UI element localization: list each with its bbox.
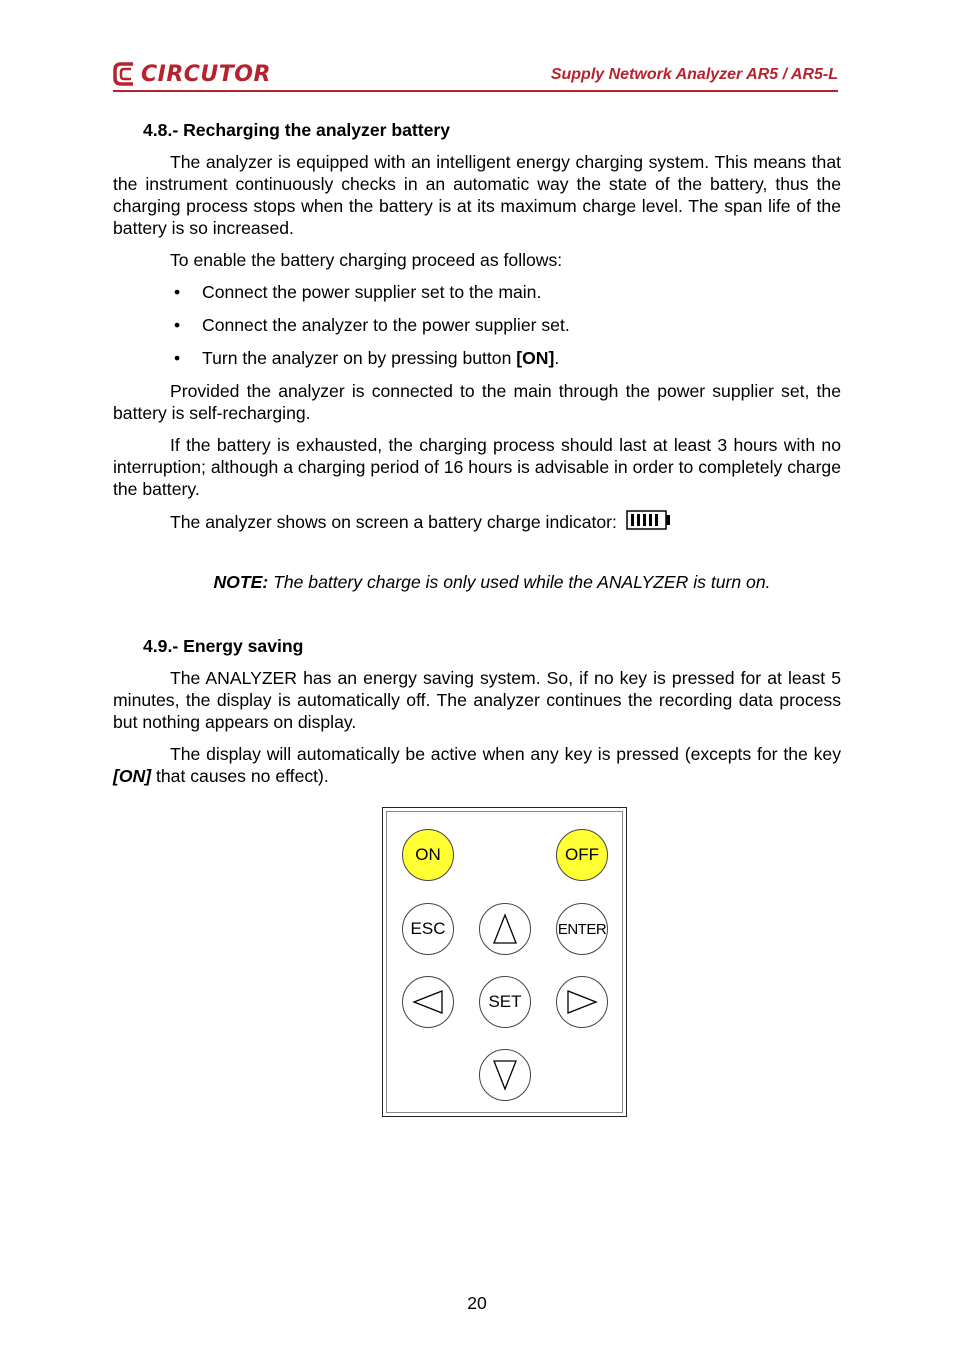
page-number: 20 — [467, 1293, 487, 1313]
left-triangle-icon — [412, 989, 444, 1015]
section-49-paragraph-2: The display will automatically be active when any key is pressed (excepts for the key [ON] that causes no effect). — [113, 744, 841, 786]
logo-text: CIRCUTOR — [141, 61, 271, 87]
section-48-paragraph-5: The analyzer shows on screen a battery charge indicator: — [113, 510, 841, 533]
section-48-paragraph-3: Provided the analyzer is connected to the main through the power supplier set, the battery is self-recharging. — [113, 381, 841, 423]
charging-steps-list — [113, 281, 841, 369]
left-arrow-key — [402, 976, 454, 1028]
list-item: • Connect the power supplier set to the main. — [174, 282, 542, 302]
bullet-icon: • — [174, 315, 181, 335]
section-49-heading: 4.9.- Energy saving — [143, 636, 304, 656]
off-key: OFF — [556, 829, 608, 881]
list-item: • Turn the analyzer on by pressing button [ON]. — [174, 348, 560, 368]
page-header — [113, 56, 838, 92]
on-key-reference: [ON] — [516, 348, 555, 368]
circutor-logo — [113, 58, 271, 90]
circutor-logo-icon — [113, 61, 137, 87]
right-triangle-icon — [566, 989, 598, 1015]
down-triangle-icon — [492, 1059, 518, 1091]
section-49-paragraph-1: The ANALYZER has an energy saving system. So, if no key is pressed for at least 5 minutes, the display is automatically off. The analyzer continues the recording data process but nothing appears on display. — [113, 668, 841, 732]
section-48-paragraph-1: The analyzer is equipped with an intelligent energy charging system. This means that the instrument continuously checks in an automatic way the state of the battery, thus the charging process stops when the battery is at its maximum charge level. The span life of the battery is so increased. — [113, 152, 841, 238]
document-title: Supply Network Analyzer AR5 / AR5-L — [550, 66, 838, 83]
page-content — [113, 119, 841, 797]
bullet-icon: • — [174, 282, 181, 302]
list-item: • Connect the analyzer to the power supplier set. — [174, 315, 570, 335]
up-arrow-key — [479, 903, 531, 955]
on-key: ON — [402, 829, 454, 881]
esc-key: ESC — [402, 903, 454, 955]
right-arrow-key — [556, 976, 608, 1028]
section-48-heading: 4.8.- Recharging the analyzer battery — [143, 120, 451, 140]
on-key-reference: [ON] — [113, 766, 152, 786]
battery-charge-icon — [626, 510, 672, 530]
bullet-icon: • — [174, 348, 181, 368]
down-arrow-key — [479, 1049, 531, 1101]
note-label: NOTE: — [213, 572, 269, 592]
enter-key: ENTER — [556, 903, 608, 955]
battery-note: NOTE: The battery charge is only used while the ANALYZER is turn on. — [213, 572, 771, 592]
set-key: SET — [479, 976, 531, 1028]
up-triangle-icon — [492, 913, 518, 945]
section-48-paragraph-2: To enable the battery charging proceed as follows: — [170, 250, 563, 270]
keypad-diagram — [382, 807, 627, 1117]
section-48-paragraph-4: If the battery is exhausted, the charging process should last at least 3 hours with no interruption; although a charging period of 16 hours is advisable in order to completely charge the battery. — [113, 435, 841, 499]
